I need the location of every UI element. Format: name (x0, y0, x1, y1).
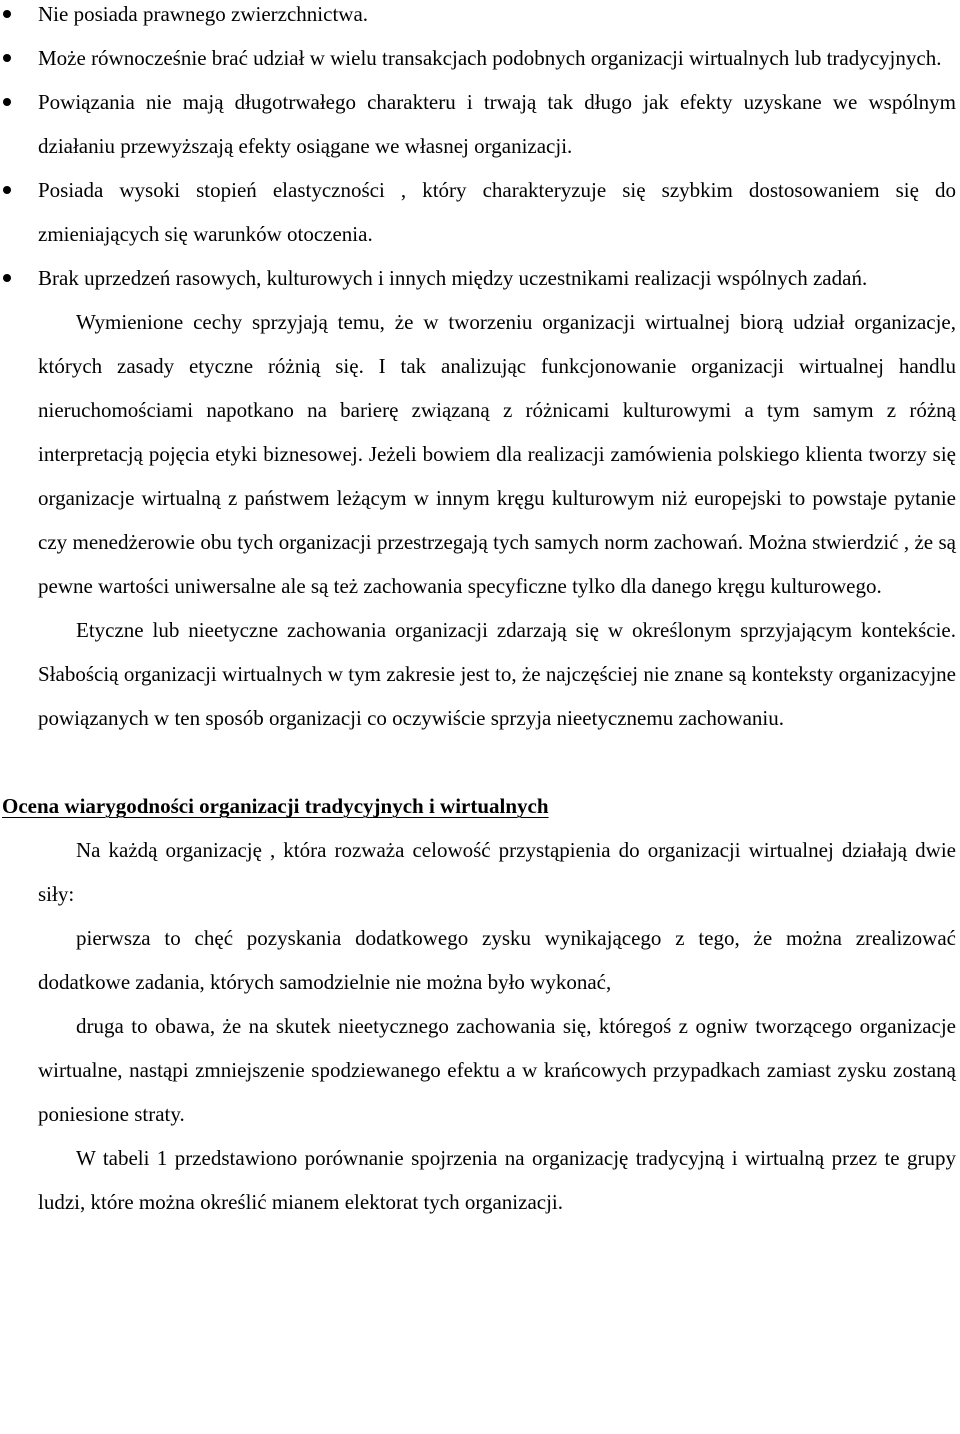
bullet-item (0, 80, 960, 168)
bullet-icon (3, 54, 11, 62)
bullet-icon (3, 98, 11, 106)
body-paragraph: Na każdą organizację , która rozważa celowość przystąpienia do organizacji wirtualnej działają dwie siły: (38, 838, 956, 906)
bullet-icon (3, 10, 11, 18)
body-paragraph: Wymienione cechy sprzyjają temu, że w tworzeniu organizacji wirtualnej biorą udział organizacje, których zasady etyczne różnią się. I tak analizując funkcjonowanie organizacji wirtualnej handlu nieruchomościami napotkano na barierę związaną z różnicami kulturowymi a tym samym z różną interpretacją pojęcia etyki biznesowej. Jeżeli bowiem dla realizacji zamówienia polskiego klienta tworzy się organizacje wirtualną z państwem leżącym w innym kręgu kulturowym niż europejski to powstaje pytanie czy menedżerowie obu tych organizacji przestrzegają tych samych norm zachowań. Można stwierdzić , że są pewne wartości uniwersalne ale są też zachowania specyficzne tylko dla danego kręgu kulturowego. (38, 310, 956, 598)
body-paragraph: W tabeli 1 przedstawiono porównanie spojrzenia na organizację tradycyjną i wirtualną przez te grupy ludzi, które można określić mianem elektorat tych organizacji. (38, 1146, 956, 1214)
bullet-item (0, 256, 960, 300)
bullet-item (0, 168, 960, 256)
bullet-icon (3, 186, 11, 194)
section-heading: Ocena wiarygodności organizacji tradycyjnych i wirtualnych (2, 794, 549, 818)
bullet-text: Powiązania nie mają długotrwałego charakteru i trwają tak długo jak efekty uzyskane we wspólnym działaniu przewyższają efekty osiągane we własnej organizacji. (38, 90, 956, 158)
bullet-text: Może równocześnie brać udział w wielu transakcjach podobnych organizacji wirtualnych lub tradycyjnych. (38, 46, 942, 70)
bullet-icon (3, 274, 11, 282)
section-spacer (0, 740, 960, 784)
bullet-item (0, 36, 960, 80)
feature-bullet-list (0, 0, 960, 300)
body-paragraph: pierwsza to chęć pozyskania dodatkowego zysku wynikającego z tego, że można zrealizować dodatkowe zadania, których samodzielnie nie można było wykonać, (38, 926, 956, 994)
bullet-text: Posiada wysoki stopień elastyczności , który charakteryzuje się szybkim dostosowaniem się do zmieniających się warunków otoczenia. (38, 178, 956, 246)
bullet-text: Brak uprzedzeń rasowych, kulturowych i innych między uczestnikami realizacji wspólnych zadań. (38, 266, 868, 290)
body-paragraph: druga to obawa, że na skutek nieetycznego zachowania się, któregoś z ogniw tworzącego organizacje wirtualne, nastąpi zmniejszenie spodziewanego efektu a w krańcowych przypadkach zamiast zysku zostaną poniesione straty. (38, 1014, 956, 1126)
bullet-text: Nie posiada prawnego zwierzchnictwa. (38, 2, 369, 26)
bullet-item (0, 0, 960, 36)
body-paragraph: Etyczne lub nieetyczne zachowania organizacji zdarzają się w określonym sprzyjającym kontekście. Słabością organizacji wirtualnych w tym zakresie jest to, że najczęściej nie znane są konteksty organizacyjne powiązanych w ten sposób organizacji co oczywiście sprzyja nieetycznemu zachowaniu. (38, 618, 956, 730)
